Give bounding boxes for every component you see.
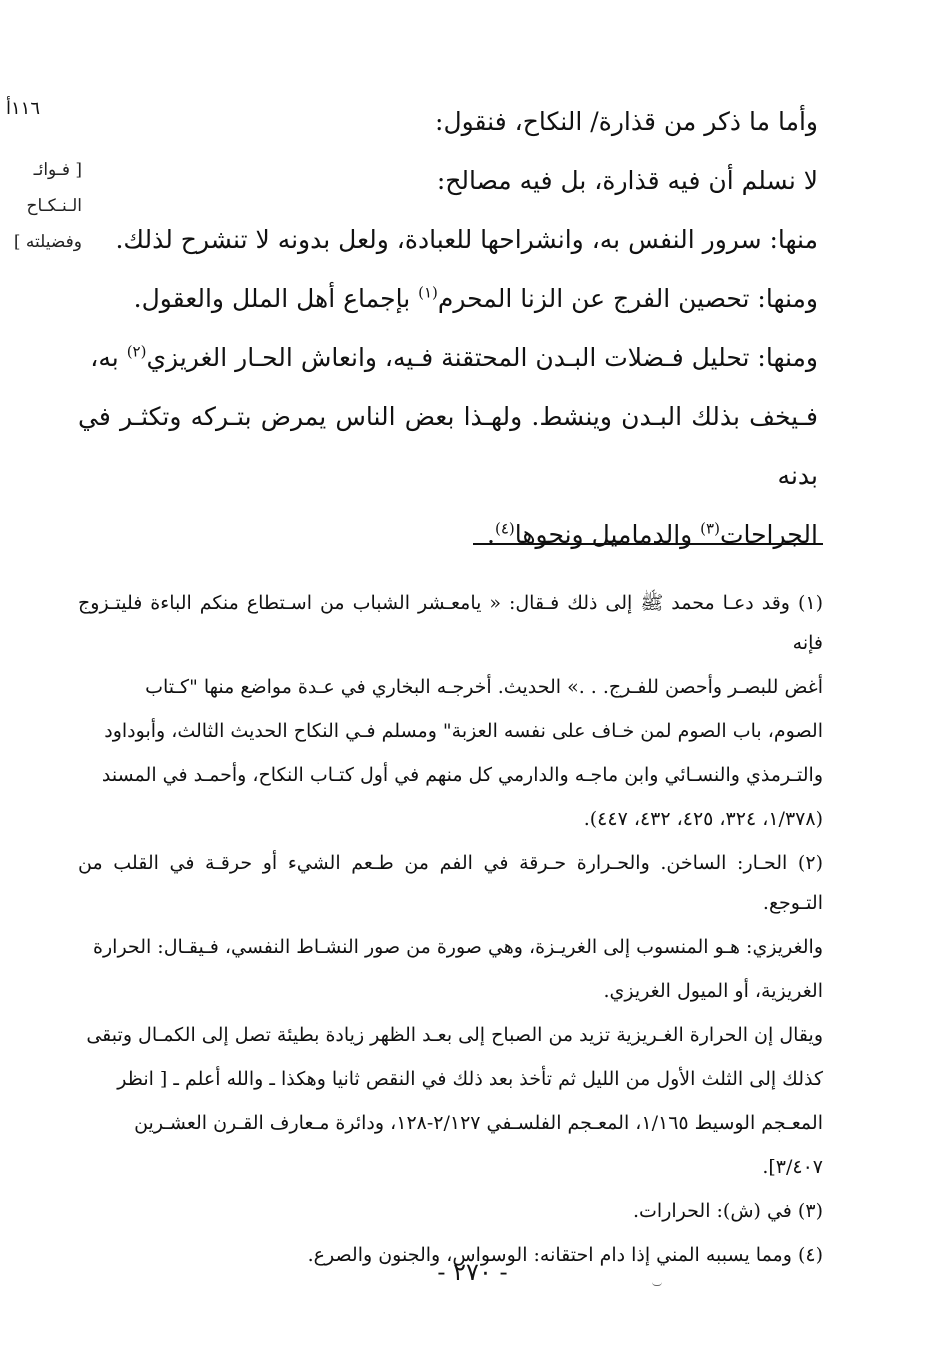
footnote-line: المعـجم الوسيط ١/١٦٥، المعـجم الفلسـفي ٢/١٢٧-١٢٨، ودائرة مـعارف القـرن العشـرين <box>134 1112 823 1134</box>
main-line: لا نسلم أن فيه قذارة، بل فيه مصالح: <box>436 166 818 195</box>
main-line-text: بإجماع أهل الملل والعقول. <box>133 284 419 313</box>
main-line <box>78 328 818 387</box>
main-line-text: والدماميل ونحوها <box>514 520 701 549</box>
main-line-text: . <box>487 520 495 549</box>
footnote-line: والتـرمذي والنسـائي وابن ماجـه والدارمي كل منهم في أول كتـاب النكاح، وأحمـد في المسند <box>101 764 823 786</box>
margin-note-line: [ فـوائـ <box>33 160 82 180</box>
footnote-line: (١) وقد دعـا محمد ﷺ إلى ذلك فـقال: « يامعـشر الشباب من اسـتطاع منكم الباءة فليتـزوج فإنه <box>78 592 823 654</box>
footnote-line: (١/٣٧٨، ٣٢٤، ٤٢٥، ٤٣٢، ٤٤٧). <box>583 808 823 830</box>
main-text <box>78 92 818 564</box>
footnote-line: ويقال إن الحرارة الغـريزية تزيد من الصباح إلى بعـد الظهر زيادة بطيئة تصل إلى الكمـال وتبقى <box>86 1024 823 1046</box>
footnote-ref: (٤) <box>494 519 515 538</box>
footnote-line: (٤) ومما يسببه المني إذا دام احتقانه: الوسواس، والجنون والصرع. <box>307 1244 823 1266</box>
footnotes <box>78 583 823 1279</box>
footnote-line: والغريزي: هـو المنسوب إلى الغريـزة، وهي صورة من صور النشـاط النفسي، فـيقـال: الحرارة <box>93 936 823 958</box>
footnote-2-continued <box>78 1015 823 1187</box>
margin-note-line: الـنـكـاح <box>26 196 82 216</box>
main-line-text: ومنها: تحصين الفرج عن الزنا المحرم <box>437 284 818 313</box>
margin-note-line: وفضيلته ] <box>13 232 82 252</box>
main-line: فـيخف بذلك البـدن وينشط. ولهـذا بعض الناس يمرض بتـركه وتكثـر في بدنه <box>78 402 818 490</box>
margin-folio: ١١٦أ <box>6 98 41 119</box>
margin-section-note <box>0 152 82 260</box>
main-line-text: به، <box>90 343 127 372</box>
footnote-line: (٣) في (ش): الحرارات. <box>633 1200 823 1222</box>
footnote-line: (٢) الحـار: الساخن. والحـرارة حـرقة في الفم من طـعم الشيء أو حرقـة في القلب من التـوجع. <box>78 852 823 914</box>
main-line: وأما ما ذكر من قذارة/ النكاح، فنقول: <box>435 107 818 136</box>
footnote-1 <box>78 583 823 839</box>
footnote-2 <box>78 843 823 1011</box>
footnote-line: ٣/٤٠٧]. <box>762 1156 823 1178</box>
footnote-line: الصوم، باب الصوم لمن خـاف على نفسه العزبة" ومسلم فـي النكاح الحديث الثالث، وأبوداود <box>104 720 823 742</box>
footnote-ref: (٣) <box>700 519 720 538</box>
main-line <box>78 269 818 328</box>
footnote-3 <box>78 1191 823 1231</box>
main-line: منها: سرور النفس به، وانشراحها للعبادة، ولعل بدونه لا تنشرح لذلك. <box>115 225 818 254</box>
page-number: - ٢٧٠ - <box>437 1258 508 1286</box>
main-line <box>78 505 818 564</box>
footnote-line: أغض للبصـر وأحصن للفـرج. . .» الحديث. أخرجـه البخاري في عـدة مواضع منها "كـتاب <box>145 676 823 698</box>
footnote-separator <box>473 543 823 545</box>
main-line-text: ومنها: تحليل فـضلات البـدن المحتقنة فـيه، وانعاش الحـار الغريزي <box>146 343 818 372</box>
main-line-text: الجراحات <box>719 520 818 549</box>
footnote-line: كذلك إلى الثلث الأول من الليل ثم تأخذ بعد ذلك في النقص ثانيا وهكذا ـ والله أعلم ـ [ انظر <box>117 1068 823 1090</box>
footnote-line: الغريزية، أو الميول الغريزي. <box>603 980 823 1002</box>
footnote-ref: (٢) <box>126 342 147 361</box>
footnote-ref: (١) <box>418 283 438 302</box>
